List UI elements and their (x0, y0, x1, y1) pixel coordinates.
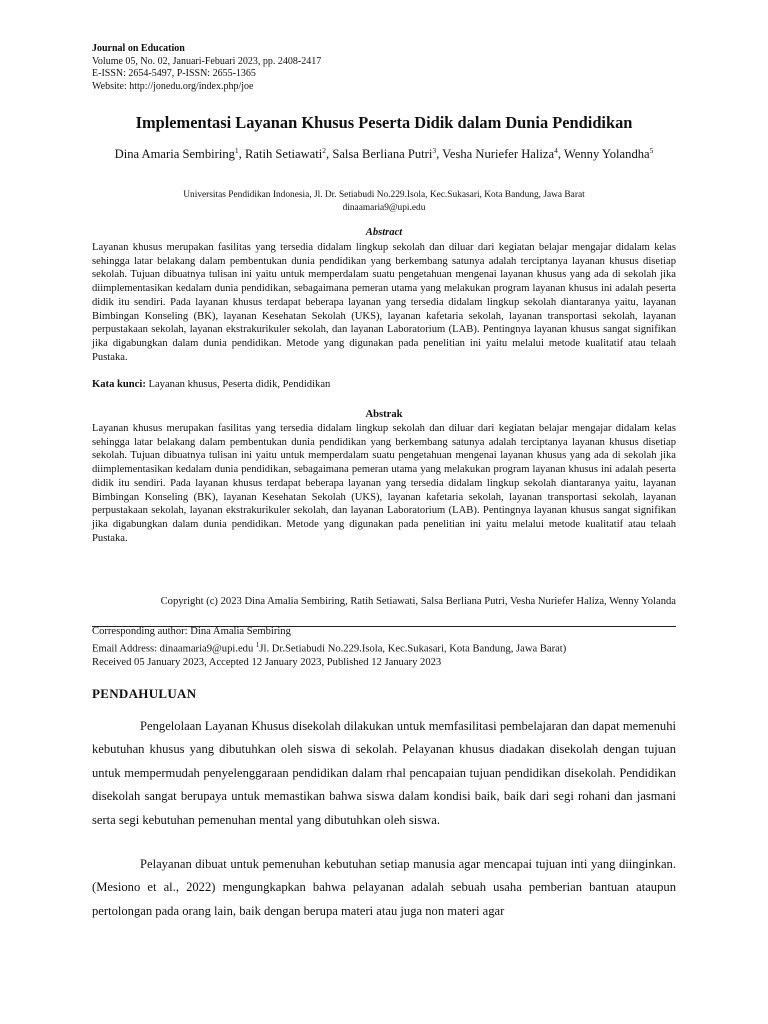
section-heading: PENDAHULUAN (92, 686, 197, 701)
keywords-label: Kata kunci: (92, 379, 146, 390)
correspondence-address: Jl. Dr.Setiabudi No.229.Isola, Kec.Sukasari, Kota Bandung, Jawa Barat) (259, 643, 567, 655)
keywords-text: Layanan khusus, Peserta didik, Pendidikan (145, 379, 331, 390)
correspondence-email-line (92, 639, 692, 656)
affiliation-address: Universitas Pendidikan Indonesia, Jl. Dr. Setiabudi No.229.Isola, Kec.Sukasari, Kota Bandung, Jawa Barat (183, 190, 585, 200)
body-paragraph: Pelayanan dibuat untuk pemenuhan kebutuhan setiap manusia agar mencapai tujuan inti yang diinginkan. (Mesiono et al., 2022) mengungkapkan bahwa pelayanan adalah sebuah usaha pemberian bantuan ataupun pertolongan pada orang lain, baik dengan berupa materi atau juga non materi agar (92, 857, 676, 918)
author-affil-sup: 3 (432, 145, 437, 155)
journal-header (92, 43, 321, 93)
author-name: Dina Amaria Sembiring (114, 147, 235, 161)
journal-volume: Volume 05, No. 02, Januari-Febuari 2023, pp. 2408-2417 (92, 55, 322, 67)
author-name: Ratih Setiawati (244, 147, 323, 161)
author-name: Wenny Yolandha (563, 147, 650, 161)
author-name: Vesha Nuriefer Haliza (442, 147, 555, 161)
correspondence-block (92, 625, 692, 669)
affiliation-email[interactable]: dinaamaria9@upi.edu (342, 202, 426, 213)
abstrak-heading: Abstrak (365, 409, 403, 420)
abstract-body: Layanan khusus merupakan fasilitas yang tersedia didalam lingkup sekolah dan diluar dari kegiatan belajar mengajar didalam kelas sehingga latar belakang dalam pembentukan dunia pendidikan yang berkembang satunya adalah terciptanya layanan khusus disetiap sekolah. Tujuan dibuatnya tulisan ini yaitu untuk memperdalam suatu pengetahuan mengenai layanan khusus yang ada di sekolah jika diimplementasikan kedalam dunia pendidikan, sebagaimana pemeran utama yang melakukan program layanan khusus ini adalah peserta didik itu sendiri. Pada layanan khusus terdapat beberapa layanan yang tersedia didalam lingkup sekolah diantaranya yaitu, layanan Bimbingan Konseling (BK), layanan Kesehatan Sekolah (UKS), layanan kafetaria sekolah, layanan transportasi sekolah, layanan perpustakaan sekolah, layanan ekstrakurikuler sekolah, dan layanan Laboratorium (LAB). Pentingnya layanan khusus sangat signifikan jika digabungkan dalam dunia pendidikan. Metode yang digunakan pada penelitian ini yaitu melalui metode kualitatif atau telaah Pustaka. (92, 242, 676, 363)
author-affil-sup: 5 (649, 145, 654, 155)
correspondence-email-sup: 1 (255, 640, 260, 649)
author-name: Salsa Berliana Putri (332, 147, 433, 161)
abstract-heading: Abstract (365, 227, 403, 238)
affiliation (92, 189, 676, 214)
author-list: Dina Amaria Sembiring$^1$, Ratih Setiawati$^2$, Salsa Berliana Putri$^3$, Vesha Nuriefer Haliza$^4$, Wenny Yolandha$^5$ (114, 145, 654, 161)
keywords (92, 378, 676, 392)
copyright-notice: Copyright (c) 2023 Dina Amalia Sembiring, Ratih Setiawati, Salsa Berliana Putri, Vesha Nuriefer Haliza, Wenny Yolanda (160, 596, 676, 607)
journal-name: Journal on Education (92, 43, 185, 54)
correspondence-email[interactable]: Email Address: dinaamaria9@upi.edu (92, 643, 256, 655)
journal-issn: E-ISSN: 2654-5497, P-ISSN: 2655-1365 (92, 68, 256, 80)
publication-dates: Received 05 January 2023, Accepted 12 January 2023, Published 12 January 2023 (92, 656, 442, 668)
paper-title: Implementasi Layanan Khusus Peserta Didik dalam Dunia Pendidikan (135, 113, 633, 132)
journal-website[interactable]: Website: http://jonedu.org/index.php/joe (92, 80, 254, 92)
body-paragraph: Pengelolaan Layanan Khusus disekolah dilakukan untuk memfasilitasi pembelajaran dan dapat memenuhi kebutuhan khusus yang dibutuhkan oleh siswa di sekolah. Pelayanan khusus diadakan disekolah dengan tujuan untuk mempermudah penyelenggaraan pendidikan dalam rhal pencapaian tujuan pendidikan disekolah. Pendidikan disekolah sangat berupaya untuk memastikan bahwa siswa dalam kondisi baik, baik dari segi rohani dan jasmani serta segi kebutuhan pemenuhan mental yang dibutuhkan oleh siswa. (92, 719, 676, 827)
author-affil-sup: 4 (554, 145, 558, 155)
corresponding-author: Corresponding author: Dina Amalia Sembiring (92, 626, 291, 637)
author-affil-sup: 2 (322, 145, 327, 155)
author-affil-sup: 1 (234, 145, 239, 155)
abstrak-body: Layanan khusus merupakan fasilitas yang tersedia didalam lingkup sekolah dan diluar dari kegiatan belajar mengajar didalam kelas sehingga latar belakang dalam pembentukan dunia pendidikan yang berkembang satunya adalah terciptanya layanan khusus disetiap sekolah. Tujuan dibuatnya tulisan ini yaitu untuk memperdalam suatu pengetahuan mengenai layanan khusus yang ada di sekolah jika diimplementasikan kedalam dunia pendidikan, sebagaimana pemeran utama yang melakukan program layanan khusus ini adalah peserta didik itu sendiri. Pada layanan khusus terdapat beberapa layanan yang tersedia didalam lingkup sekolah diantaranya yaitu, layanan Bimbingan Konseling (BK), layanan Kesehatan Sekolah (UKS), layanan kafetaria sekolah, layanan transportasi sekolah, layanan perpustakaan sekolah, layanan ekstrakurikuler sekolah, dan layanan Laboratorium (LAB). Pentingnya layanan khusus sangat signifikan jika digabungkan dalam dunia pendidikan. Metode yang digunakan pada penelitian ini yaitu melalui metode kualitatif atau telaah Pustaka. (92, 423, 676, 544)
